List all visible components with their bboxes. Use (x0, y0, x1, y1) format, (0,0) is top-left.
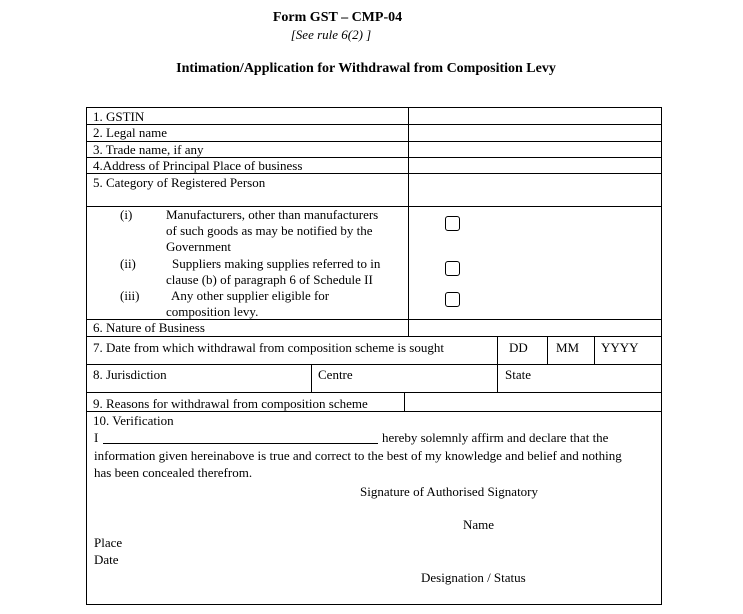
category-num: (i) (120, 207, 133, 222)
reasons-field[interactable] (405, 393, 661, 411)
nature-field[interactable] (409, 320, 661, 336)
verification-label: 10. Verification (93, 413, 174, 428)
category-text-line: Any other supplier eligible for (171, 288, 330, 303)
verification-line2: information given hereinabove is true and correct to the best of my knowledge and belief and nothing (94, 448, 622, 463)
verification-i: I (94, 430, 99, 445)
name-label: Name (463, 517, 495, 532)
verification-line1: hereby solemnly affirm and declare that the (382, 430, 609, 445)
legal-name-field[interactable] (409, 125, 661, 141)
trade-name-label: 3. Trade name, if any (93, 142, 204, 157)
reasons-label: 9. Reasons for withdrawal from composition scheme (93, 396, 368, 411)
trade-name-field[interactable] (409, 142, 661, 157)
manufacturer-checkbox[interactable] (445, 216, 460, 231)
date-label: Date (94, 552, 119, 567)
category-text-line: clause (b) of paragraph 6 of Schedule II (166, 272, 373, 287)
category-text-line: Manufacturers, other than manufacturers (166, 207, 379, 222)
date-year-field[interactable]: YYYY (601, 340, 639, 355)
form-subtitle: Intimation/Application for Withdrawal from Composition Levy (176, 61, 556, 76)
gstin-label: 1. GSTIN (93, 109, 145, 124)
category-label: 5. Category of Registered Person (93, 175, 266, 190)
category-text-line: Government (166, 239, 231, 254)
address-field[interactable] (409, 158, 661, 173)
withdrawal-date-label: 7. Date from which withdrawal from composition scheme is sought (93, 340, 444, 355)
category-text-line: composition levy. (166, 304, 259, 319)
gstin-field[interactable] (409, 108, 661, 124)
supplier-schedule-checkbox[interactable] (445, 261, 460, 276)
rule-reference: [See rule 6(2) ] (290, 27, 372, 42)
signatory-name-blank[interactable] (103, 443, 378, 444)
jurisdiction-label: 8. Jurisdiction (93, 367, 167, 382)
verification-line3: has been concealed therefrom. (94, 465, 253, 480)
category-text-line: of such goods as may be notified by the (166, 223, 373, 238)
category-num: (ii) (120, 256, 136, 271)
legal-name-label: 2. Legal name (93, 125, 167, 140)
category-num: (iii) (120, 288, 140, 303)
nature-label: 6. Nature of Business (93, 320, 205, 335)
other-supplier-checkbox[interactable] (445, 292, 460, 307)
designation-label: Designation / Status (421, 570, 526, 585)
date-day-field[interactable]: DD (509, 340, 528, 355)
category-text-line: Suppliers making supplies referred to in (172, 256, 381, 271)
address-label: 4.Address of Principal Place of business (93, 158, 303, 173)
jurisdiction-centre-field[interactable]: Centre (318, 367, 353, 382)
form-title: Form GST – CMP-04 (272, 10, 403, 25)
date-month-field[interactable]: MM (556, 340, 580, 355)
place-label: Place (94, 535, 123, 550)
jurisdiction-state-field[interactable]: State (505, 367, 531, 382)
signature-label: Signature of Authorised Signatory (360, 484, 539, 499)
